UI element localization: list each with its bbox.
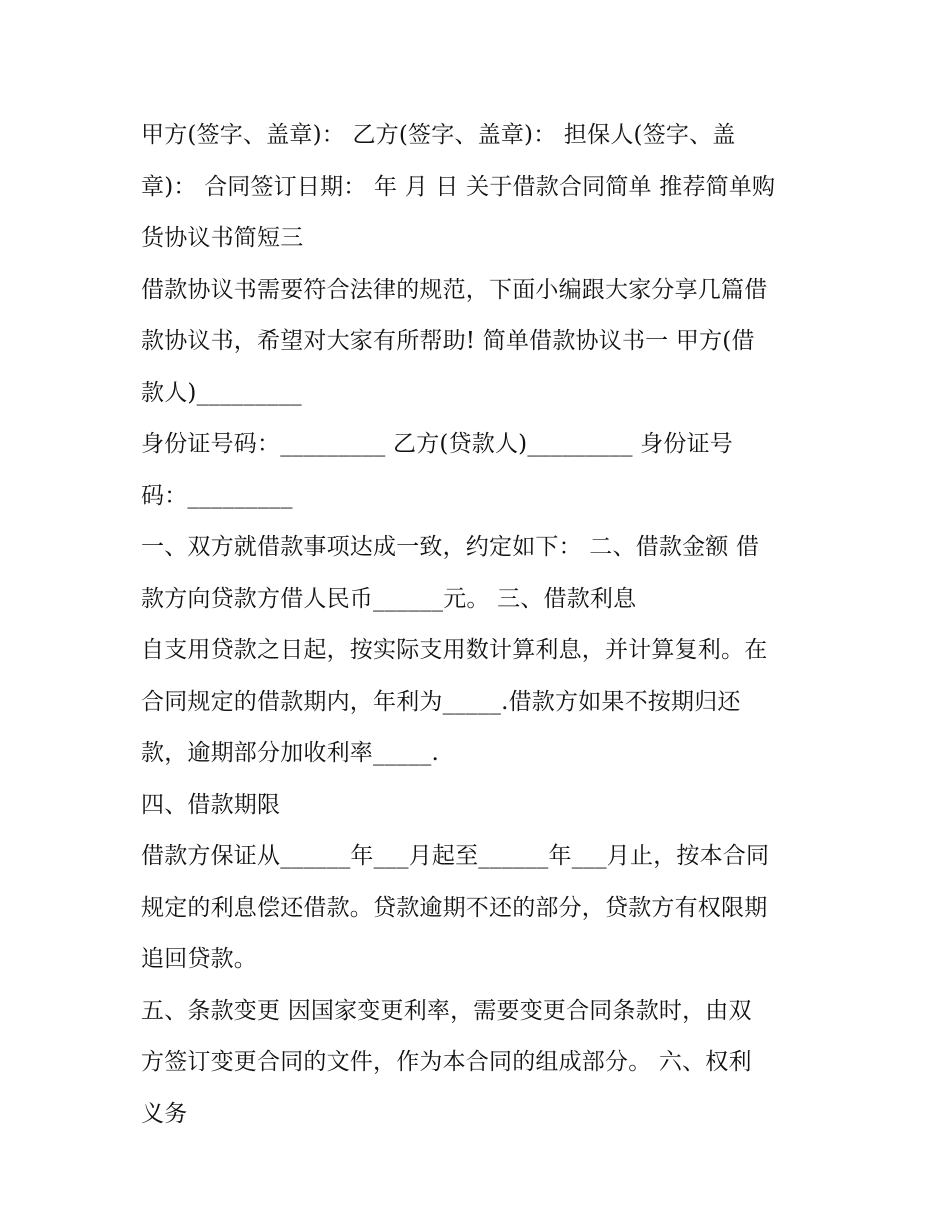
text-line: 货协议书简短三 <box>141 225 304 251</box>
text-line: 义务 <box>141 1100 188 1127</box>
contract-text <box>141 110 821 1140</box>
text-line: 款协议书，希望对大家有所帮助! 简单借款协议书一 甲方(借 <box>141 328 755 354</box>
text-line: 追回贷款。 <box>141 946 257 972</box>
text-line: 四、借款期限 <box>141 791 281 818</box>
text-line: 码：_________ <box>141 482 293 509</box>
text-line: 借款协议书需要符合法律的规范，下面小编跟大家分享几篇借 <box>141 276 768 303</box>
text-line: 款方向贷款方借人民币______元。 三、借款利息 <box>141 585 637 612</box>
text-line: 合同规定的借款期内，年利为_____.借款方如果不按期归还 <box>141 688 741 715</box>
text-line: 方签订变更合同的文件，作为本合同的组成部分。 六、权利 <box>141 1049 752 1075</box>
text-line: 借款方保证从______年___月起至______年___月止，按本合同 <box>141 843 770 869</box>
text-line: 款，逾期部分加收利率_____. <box>141 740 440 766</box>
text-line: 一、双方就借款事项达成一致，约定如下： 二、借款金额 借 <box>141 534 760 560</box>
text-line: 章)： 合同签订日期： 年 月 日 关于借款合同简单 推荐简单购 <box>141 173 776 200</box>
text-line: 自支用贷款之日起，按实际支用数计算利息，并计算复利。在 <box>141 637 768 663</box>
text-line: 规定的利息偿还借款。贷款逾期不还的部分，贷款方有权限期 <box>141 894 768 921</box>
text-line: 身份证号码：_________ 乙方(贷款人)_________ 身份证号 <box>141 431 733 457</box>
text-line: 款人)_________ <box>141 379 302 406</box>
text-line: 五、条款变更 因国家变更利率，需要变更合同条款时，由双 <box>141 997 752 1024</box>
text-line: 甲方(签字、盖章)： 乙方(签字、盖章)： 担保人(签字、盖 <box>141 122 736 148</box>
